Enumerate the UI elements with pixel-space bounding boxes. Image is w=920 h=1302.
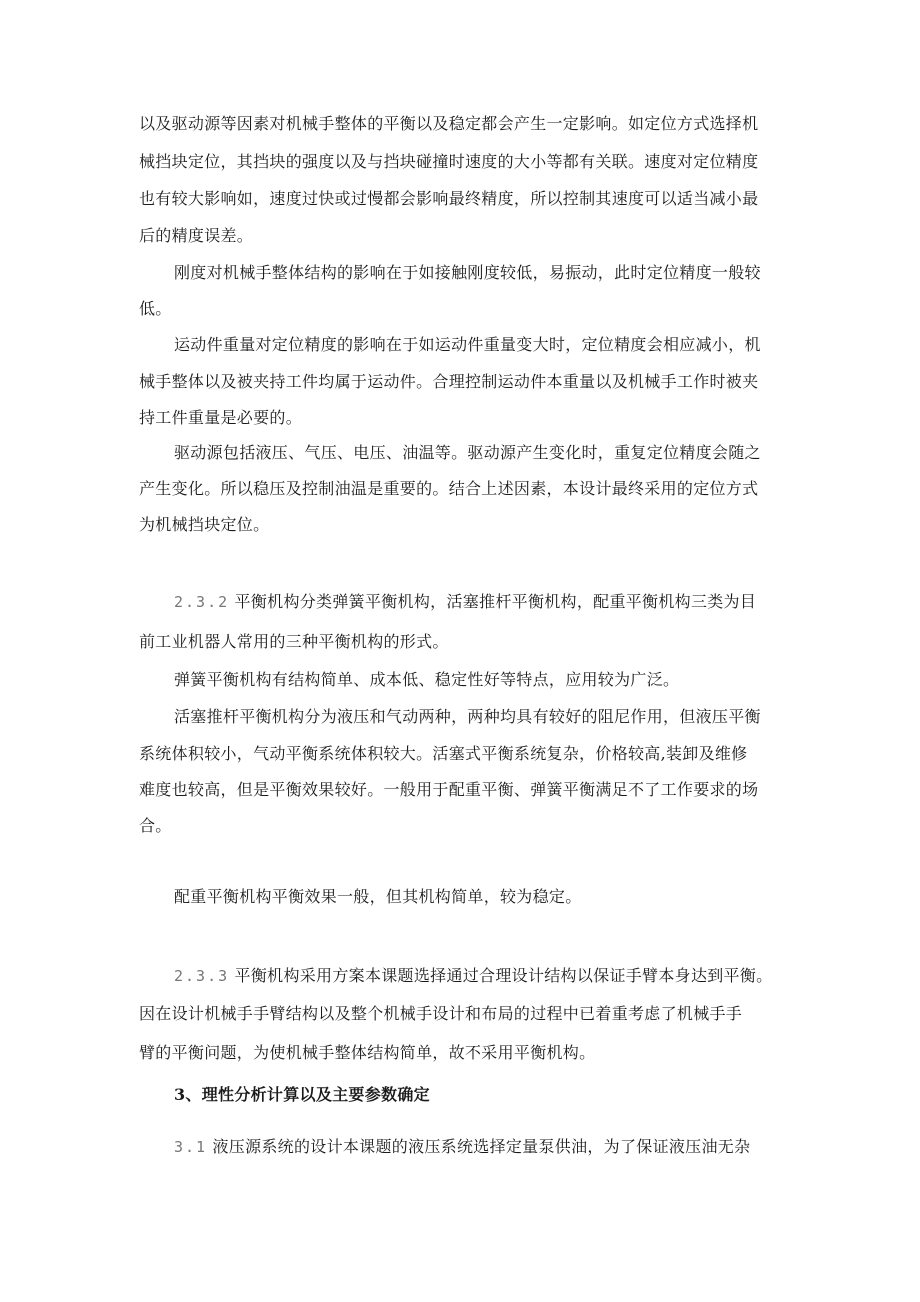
- paragraph-line: 因在设计机械手手臂结构以及整个机械手设计和布局的过程中已着重考虑了机械手手: [139, 1004, 743, 1023]
- paragraph-line: 臂的平衡问题，为使机械手整体结构简单，故不采用平衡机构。: [139, 1043, 596, 1062]
- paragraph-line: 合。: [139, 816, 172, 835]
- paragraph-line: 为机械挡块定位。: [139, 515, 270, 534]
- section-text: 平衡机构分类弹簧平衡机构，活塞推杆平衡机构，配重平衡机构三类为目: [234, 592, 757, 611]
- paragraph-line: 驱动源包括液压、气压、电压、油温等。驱动源产生变化时，重复定位精度会随之: [174, 443, 761, 462]
- paragraph-line: [174, 965, 789, 987]
- paragraph-line: 产生变化。所以稳压及控制油温是重要的。结合上述因素，本设计最终采用的定位方式: [139, 479, 759, 498]
- paragraph-line: 弹簧平衡机构有结构简单、成本低、稳定性好等特点，应用较为广泛。: [174, 670, 680, 689]
- paragraph-line: 械挡块定位，其挡块的强度以及与挡块碰撞时速度的大小等都有关联。速度对定位精度: [139, 152, 759, 171]
- paragraph-line: 械手整体以及被夹持工件均属于运动件。合理控制运动件本重量以及机械手工作时被夹: [139, 372, 759, 391]
- paragraph-line: 低。: [139, 299, 172, 318]
- section-heading: 3、理性分析计算以及主要参数确定: [174, 1085, 430, 1104]
- paragraph-line: 以及驱动源等因素对机械手整体的平衡以及稳定都会产生一定影响。如定位方式选择机: [139, 114, 759, 133]
- paragraph-line: [174, 591, 789, 613]
- section-text: 平衡机构采用方案本课题选择通过合理设计结构以保证手臂本身达到平衡。: [234, 966, 773, 985]
- paragraph-line: 后的精度误差。: [139, 226, 254, 245]
- section-number: 3.1: [174, 1138, 208, 1156]
- paragraph-line: [174, 1136, 789, 1158]
- section-number: 2.3.2: [174, 593, 230, 611]
- paragraph-line: 活塞推杆平衡机构分为液压和气动两种，两种均具有较好的阻尼作用，但液压平衡: [174, 707, 761, 726]
- paragraph-line: 刚度对机械手整体结构的影响在于如接触刚度较低，易振动，此时定位精度一般较: [174, 263, 761, 282]
- section-number: 2.3.3: [174, 967, 230, 985]
- paragraph-line: 配重平衡机构平衡效果一般，但其机构简单，较为稳定。: [174, 887, 582, 906]
- paragraph-line: 也有较大影响如，速度过快或过慢都会影响最终精度，所以控制其速度可以适当减小最: [139, 189, 759, 208]
- paragraph-line: 运动件重量对定位精度的影响在于如运动件重量变大时，定位精度会相应减小，机: [174, 335, 761, 354]
- paragraph-line: 前工业机器人常用的三种平衡机构的形式。: [139, 632, 449, 651]
- section-text: 液压源系统的设计本课题的液压系统选择定量泵供油，为了保证液压油无杂: [212, 1137, 751, 1156]
- paragraph-line: 系统体积较小，气动平衡系统体积较大。活塞式平衡系统复杂，价格较高,装卸及维修: [139, 744, 748, 763]
- paragraph-line: 持工件重量是必要的。: [139, 408, 303, 427]
- paragraph-line: 难度也较高，但是平衡效果较好。一般用于配重平衡、弹簧平衡满足不了工作要求的场: [139, 780, 759, 799]
